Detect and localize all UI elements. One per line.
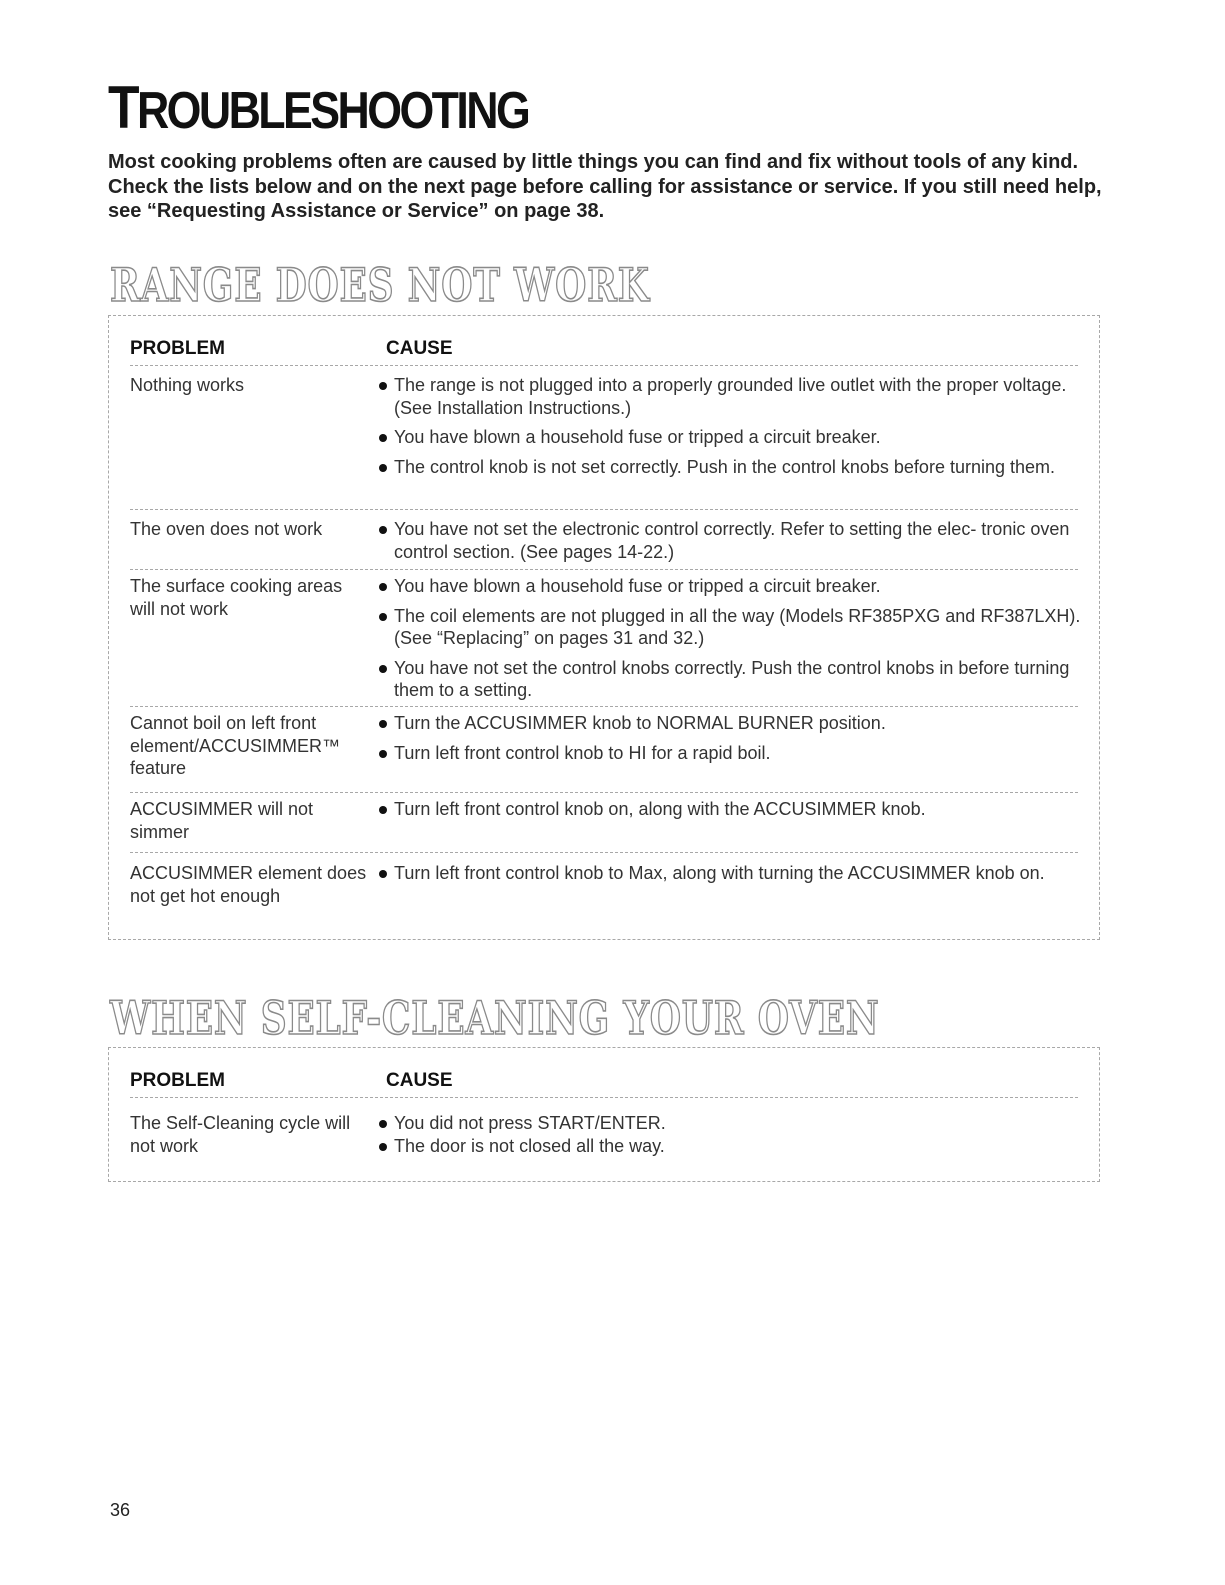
cause-item [378,657,1088,702]
cause-text: You have not set the electronic control correctly. Refer to setting the elec- tronic oven control section. (See pages 14-22.) [394,519,1070,562]
cause-text: Turn left front control knob on, along with the ACCUSIMMER knob. [394,799,926,819]
page-title-initial: T [108,74,137,141]
cause-text: You have blown a household fuse or tripped a circuit breaker. [394,576,881,596]
cause-list [378,575,1088,702]
cause-list [378,518,1088,563]
cause-text: Turn left front control knob to HI for a rapid boil. [394,742,771,763]
row-divider [130,852,1078,853]
cause-item [378,1112,1088,1135]
problem-text: The Self-Cleaning cycle will not work [130,1113,351,1156]
bullet-icon [379,750,387,758]
bullet-icon [379,526,387,534]
section-heading-range-does-not-work: RANGE DOES NOT WORK [110,258,650,312]
row-divider [130,509,1078,510]
cause-item [378,456,1088,479]
bullet-icon [379,806,387,814]
cause-item [378,374,1088,419]
cause-text: You have blown a household fuse or tripped a circuit breaker. [394,427,881,447]
cause-list [378,1112,1088,1157]
row-divider [130,706,1078,707]
bullet-icon [379,1120,387,1128]
cause-text: The range is not plugged into a properly grounded live outlet with the proper voltage. (See Installation Instructions.) [394,375,1067,418]
cause-list [378,798,1088,821]
header-divider [130,365,1078,366]
cause-text: The coil elements are not plugged in all the way (Models RF385PXG and RF387LXH). (See “Replacing” on pages 31 and 32.) [394,605,1081,648]
cause-text: Turn left front control knob to Max, along with turning the ACCUSIMMER knob on. [394,863,1045,883]
troubleshooting-table-self-cleaning [108,1047,1100,1182]
bullet-icon [379,1143,387,1151]
cause-text: You have not set the control knobs correctly. Push the control knobs in before turning them to a setting. [394,657,1070,700]
bullet-icon [379,382,387,390]
bullet-icon [379,870,387,878]
cause-list [378,862,1088,885]
column-header-cause: CAUSE [386,338,453,359]
bullet-icon [379,665,387,673]
problem-text: Nothing works [130,375,245,395]
page-title-rest: ROUBLESHOOTING [136,82,529,140]
row-divider [130,792,1078,793]
page-title [108,74,529,141]
cause-item [378,1135,1088,1158]
problem-text: ACCUSIMMER element does not get hot enough [130,863,367,906]
table-header [130,1070,453,1092]
problem-text: The surface cooking areas will not work [130,576,343,619]
row-divider [130,569,1078,570]
column-header-cause: CAUSE [386,1070,453,1091]
cause-list [378,712,1088,764]
table-header [130,338,453,360]
cause-text: You did not press START/ENTER. [394,1113,666,1133]
cause-item [378,575,1088,598]
column-header-problem: PROBLEM [130,1070,225,1091]
cause-item [378,798,1088,821]
cause-item [378,426,1088,449]
cause-list [378,374,1088,478]
intro-paragraph: Most cooking problems often are caused by little things you can find and fix without tools of any kind. Check the lists below and on the next page before calling for assistance or service. If you still need help, see “Requesting Assistance or Service” on page 38. [108,151,1102,222]
bullet-icon [379,583,387,591]
cause-item [378,518,1088,563]
problem-text: Cannot boil on left front element/ACCUSIMMER™ feature [130,713,341,778]
problem-text: ACCUSIMMER will not simmer [130,799,314,842]
bullet-icon [379,464,387,472]
problem-text: The oven does not work [130,519,323,539]
cause-text: Turn the ACCUSIMMER knob to NORMAL BURNER position. [394,713,886,733]
column-header-problem: PROBLEM [130,338,225,359]
troubleshooting-table-range [108,315,1100,940]
section-heading-self-cleaning: WHEN SELF-CLEANING YOUR OVEN [110,991,880,1045]
cause-text: The door is not closed all the way. [394,1135,665,1156]
cause-item [378,605,1088,650]
bullet-icon [379,613,387,621]
header-divider [130,1097,1078,1098]
page-number: 36 [110,1500,131,1520]
cause-text: The control knob is not set correctly. Push in the control knobs before turning them. [394,456,1056,477]
cause-item [378,742,1088,765]
cause-item [378,712,1088,735]
bullet-icon [379,434,387,442]
bullet-icon [379,720,387,728]
cause-item [378,862,1088,885]
